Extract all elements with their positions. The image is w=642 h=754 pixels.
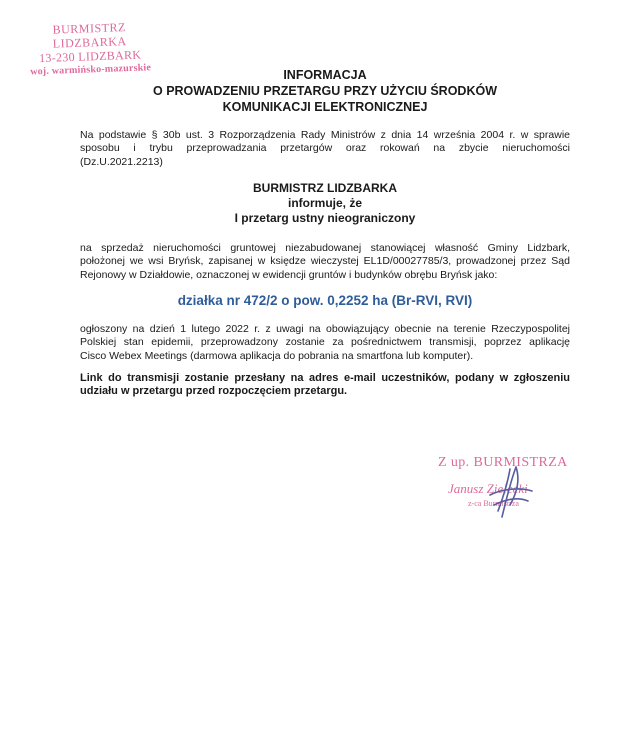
sale-description-paragraph — [80, 242, 570, 282]
link-notice-line: Link do transmisji zostanie przesłany na adres e-mail uczestników, podany w zgłoszeniu — [80, 372, 570, 384]
handwritten-signature-icon — [480, 461, 540, 521]
tender-info-line: Cisco Webex Meetings (darmowa aplikacja do pobrania na smartfona lub komputer). — [80, 349, 474, 362]
informs-that: informuje, że — [287, 196, 362, 210]
tender-info-line: ogłoszony na dzień 1 lutego 2022 r. z uwagi na obowiązujący obecnie na terenie Rzeczypospolitej — [80, 323, 570, 335]
document-subtitle-line-2: KOMUNIKACJI ELEKTRONICZNEJ — [222, 100, 428, 114]
document-subtitle-line-1: O PROWADZENIU PRZETARGU PRZY UŻYCIU ŚRODKÓW — [153, 84, 497, 98]
document-title: INFORMACJA — [283, 68, 367, 82]
tender-info-line: Polskiej stan epidemii, przeprowadzony zostanie za pośrednictwem transmisji, poprzez aplikację — [80, 336, 570, 349]
legal-basis-line: (Dz.U.2021.2213) — [80, 155, 163, 168]
sale-description-line: Rejonowy w Działdowie, oznaczonej w ewidencji gruntów i budynków obrębu Bryńsk jako: — [80, 268, 498, 281]
legal-basis-line: Na podstawie § 30b ust. 3 Rozporządzenia Rady Ministrów z dnia 14 września 2004 r. w sprawie — [80, 129, 570, 141]
sale-description-line: położonej we wsi Bryńsk, zapisanej w księdze wieczystej EL1D/00027785/3, prowadzonej przez Sąd — [80, 255, 570, 268]
parcel-designation: działka nr 472/2 o pow. 0,2252 ha (Br-RVI, RVI) — [177, 293, 473, 308]
signature-stamp-role: z-ca Burmistrza — [468, 499, 519, 508]
link-notice-line: udziału w przetargu przed rozpoczęciem przetargu. — [80, 385, 348, 398]
stamp-line-2: 13-230 LIDZBARK — [38, 47, 142, 66]
legal-basis-paragraph — [80, 129, 570, 169]
stamp-line-1: BURMISTRZ LIDZBARKA — [52, 20, 127, 51]
signature-stamp — [420, 455, 585, 525]
link-notice-paragraph — [80, 372, 570, 399]
tender-type: I przetarg ustny nieograniczony — [234, 211, 416, 225]
stamp-line-3: woj. warmińsko-mazurskie — [30, 62, 152, 78]
sale-description-line: na sprzedaż nieruchomości gruntowej niezabudowanej stanowiącej własność Gminy Lidzbark, — [80, 242, 570, 254]
tender-info-paragraph — [80, 323, 570, 363]
legal-basis-line: sposobu i trybu przeprowadzania przetargów oraz rokowań na zbycie nieruchomości — [80, 142, 570, 155]
signature-stamp-line-1: Z up. BURMISTRZA — [438, 455, 568, 470]
signature-stamp-name: Janusz Zielecki — [448, 481, 528, 496]
issuer-name: BURMISTRZ LIDZBARKA — [253, 181, 397, 195]
